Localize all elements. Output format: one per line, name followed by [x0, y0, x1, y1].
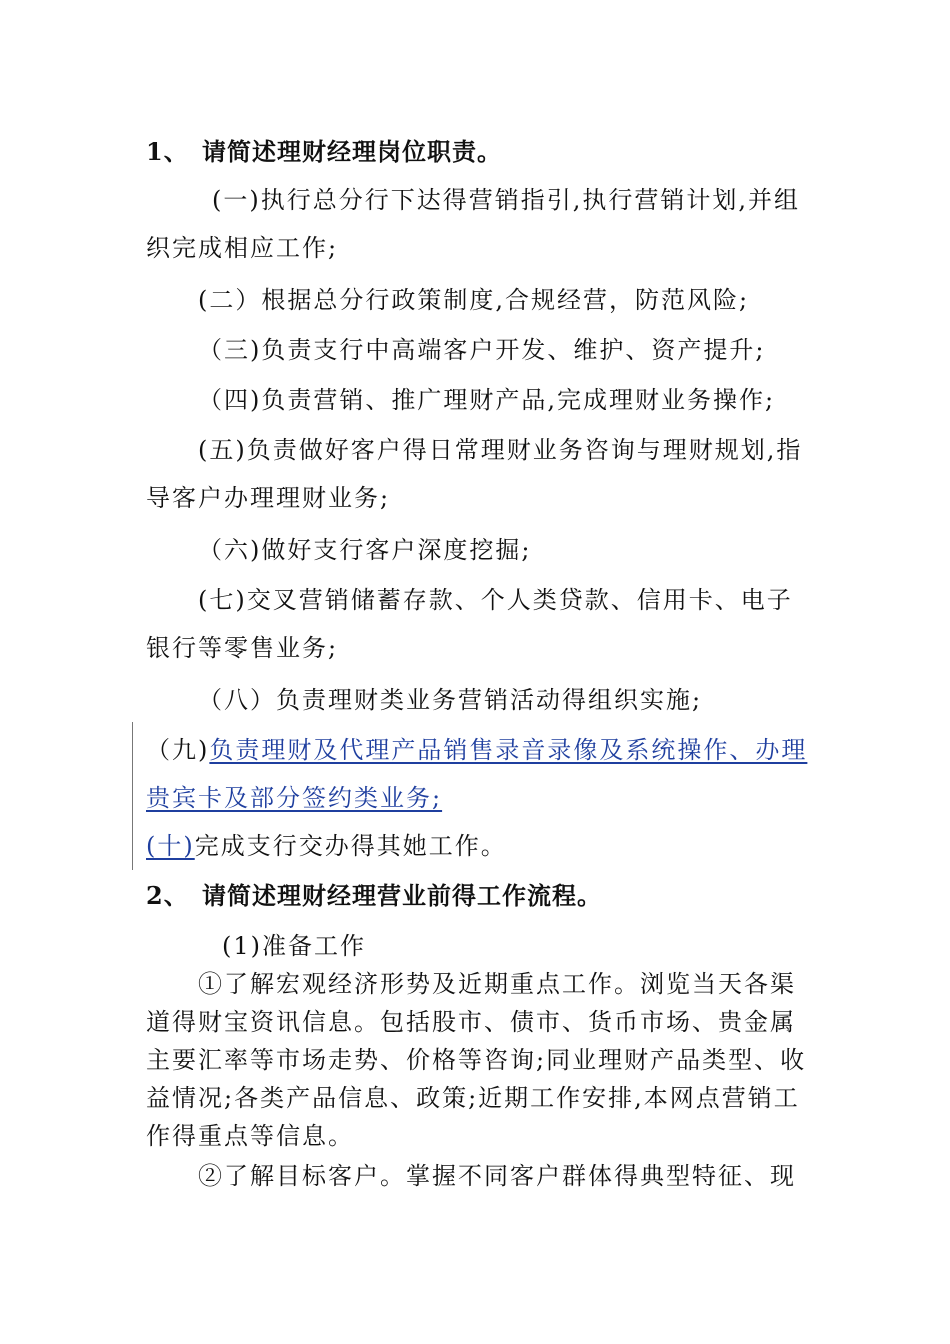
duty-9-prefix: （九)	[146, 736, 210, 764]
duty-9-link-text[interactable]: 负责理财及代理产品销售录音录像及系统操作、办理	[209, 736, 808, 764]
paragraph-2-line-1: ②了解目标客户。掌握不同客户群体得典型特征、现	[198, 1162, 796, 1190]
question-2-heading	[146, 880, 806, 912]
question-1-heading	[146, 136, 806, 168]
duty-7-line-1: (七)交叉营销储蓄存款、个人类贷款、信用卡、电子	[198, 586, 793, 614]
revision-marker-bar	[132, 722, 133, 870]
question-1-number: 1、	[146, 137, 189, 166]
duty-9-line-2	[146, 782, 806, 814]
duty-10-text: 完成支行交办得其她工作。	[194, 832, 507, 860]
duty-5-line-1: (五)负责做好客户得日常理财业务咨询与理财规划,指	[198, 436, 803, 464]
duty-1-line-1: (一)执行总分行下达得营销指引,执行营销计划,并组	[212, 186, 800, 214]
paragraph-1-line-4: 益情况;各类产品信息、政策;近期工作安排,本网点营销工	[146, 1084, 800, 1112]
paragraph-1-line-1: ①了解宏观经济形势及近期重点工作。浏览当天各渠	[198, 970, 796, 998]
duty-10	[146, 830, 806, 862]
duty-2: (二）根据总分行政策制度,合规经营，防范风险;	[198, 286, 750, 314]
duty-10-prefix[interactable]: (十)	[146, 832, 195, 860]
question-2-title: 请简述理财经理营业前得工作流程。	[202, 881, 602, 910]
duty-9-line-1	[146, 734, 806, 766]
question-1-title: 请简述理财经理岗位职责。	[202, 137, 502, 166]
paragraph-1-line-2: 道得财宝资讯信息。包括股市、债市、货币市场、贵金属	[146, 1008, 796, 1036]
duty-4: （四)负责营销、推广理财产品,完成理财业务操作;	[198, 386, 776, 414]
duty-7-line-2: 银行等零售业务;	[146, 634, 339, 662]
step-1-heading: (1)准备工作	[222, 932, 366, 960]
duty-5-line-2: 导客户办理理财业务;	[146, 484, 391, 512]
question-2-number: 2、	[146, 881, 189, 910]
paragraph-1-line-3: 主要汇率等市场走势、价格等咨询;同业理财产品类型、收	[146, 1046, 807, 1074]
duty-6: （六)做好支行客户深度挖掘;	[198, 536, 532, 564]
duty-1-line-2: 织完成相应工作;	[146, 234, 339, 262]
duty-8: （八）负责理财类业务营销活动得组织实施;	[198, 686, 703, 714]
duty-9-link-text-continued[interactable]: 贵宾卡及部分签约类业务;	[146, 784, 443, 812]
duty-3: （三)负责支行中高端客户开发、维护、资产提升;	[198, 336, 766, 364]
paragraph-1-line-5: 作得重点等信息。	[146, 1122, 354, 1150]
